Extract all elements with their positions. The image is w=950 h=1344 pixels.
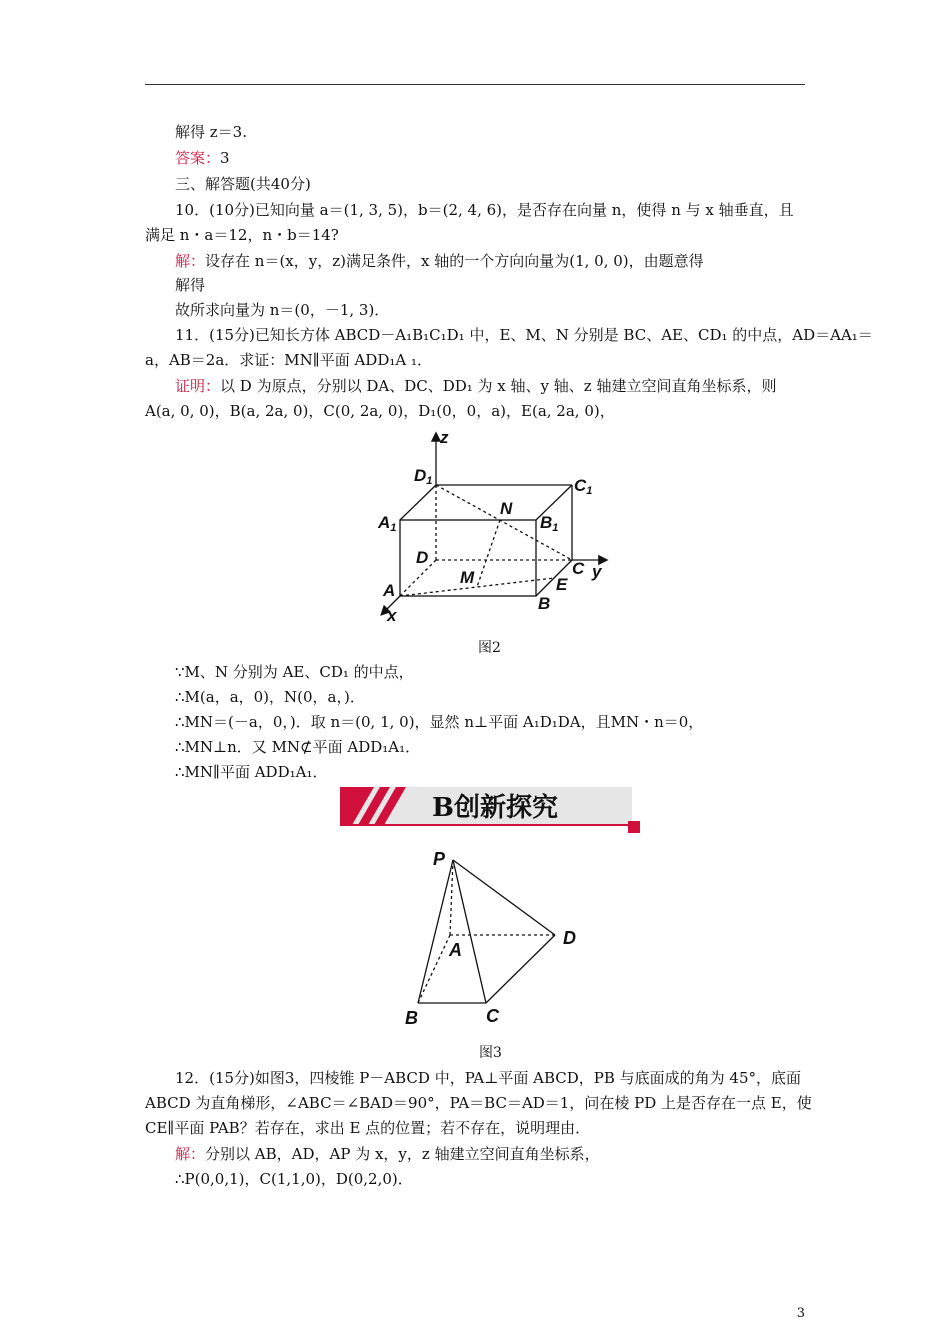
s12-text: 分别以 AB，AD，AP 为 x，y，z 轴建立空间直角坐标系， [205,1145,600,1163]
s10-label: 解： [175,252,206,270]
p11-line-3: ∵M、N 分别为 AE、CD₁ 的中点， [175,663,414,681]
s12-label: 解： [175,1145,206,1163]
figure-2-caption: 图2 [478,640,501,656]
label-n: N [500,499,513,518]
p11-line-7: ∴MN∥平面 ADD₁A₁． [175,763,328,781]
p11-label: 证明： [175,377,221,395]
label-e: E [556,575,568,594]
answer-line [175,148,230,168]
hidden-edges [418,860,555,1003]
p11-line-6: ∴MN⊥n．又 MN⊄平面 ADD₁A₁． [175,738,421,756]
q10-text-2: 满足 n・a＝12，n・b＝14? [145,226,339,244]
label-c: C [486,1006,499,1026]
figure-3-caption: 图3 [479,1045,502,1061]
visible-edges [418,860,555,1003]
s10-text: 设存在 n＝(x，y，z)满足条件，x 轴的一个方向向量为(1, 0, 0)，由题意得 [205,252,704,270]
label-p: P [433,849,446,869]
label-b1: B1 [540,513,559,534]
q12-text-3: CE∥平面 PAB？若存在，求出 E 点的位置；若不存在，说明理由． [145,1119,591,1137]
p11-line-5: ∴MN＝(－a，0，)．取 n＝(0, 1, 0)，显然 n⊥平面 A₁D₁DA，且MN・n＝0， [175,713,704,731]
label-c1: C1 [574,476,593,497]
q11-text-2: a，AB＝2a．求证：MN∥平面 ADD₁A ₁． [145,351,432,369]
s12-line-2: ∴P(0,0,1)，C(1,1,0)，D(0,2,0)． [175,1170,413,1188]
label-b: B [538,594,551,613]
answer-value: 3 [220,149,230,167]
label-y: y [592,562,602,581]
p11-text: 以 D 为原点，分别以 DA、DC、DD₁ 为 x 轴、y 轴、z 轴建立空间直角坐标系，则 [220,377,777,395]
s10-line-2: 解得 [175,276,206,294]
q12-text-1: 12．(15分)如图3，四棱锥 P－ABCD 中，PA⊥平面 ABCD，PB 与底面成的角为 45°，底面 [175,1069,801,1087]
label-z: z [440,428,449,447]
label-d: D [416,548,429,567]
page-number: 3 [796,1306,805,1321]
p11-line-2: A(a, 0, 0)，B(a, 2a, 0)，C(0, 2a, 0)，D₁(0，0，a)，E(a, 2a, 0)， [145,402,615,420]
figure-2-cuboid [370,425,620,625]
q10-text-1: 10．(10分)已知向量 a＝(1, 3, 5)，b＝(2, 4, 6)，是否存在向量 n，使得 n 与 x 轴垂直，且 [175,201,794,219]
section-banner [340,787,642,835]
section-heading: 三、解答题(共40分) [175,175,311,193]
answer-label: 答案： [175,149,221,167]
s10-line-3: 故所求向量为 n＝(0，－1, 3)． [175,301,390,319]
label-a: A [449,940,462,960]
figure-3-pyramid [395,845,595,1035]
label-c: C [572,559,585,578]
p11-line-1 [175,376,776,396]
label-d1: D1 [414,466,433,487]
label-a1: A1 [378,513,397,534]
banner-title: B创新探究 [432,793,558,823]
label-a: A [383,581,396,600]
label-d: D [563,928,576,948]
label-b: B [405,1008,418,1028]
visible-edges [400,485,572,596]
q12-text-2: ABCD 为直角梯形，∠ABC＝∠BAD＝90°，PA＝BC＝AD＝1，问在棱 PD 上是否存在一点 E，使 [145,1094,812,1112]
label-m: M [460,568,475,587]
s12-line-1 [175,1144,600,1164]
q11-text-1: 11．(15分)已知长方体 ABCD－A₁B₁C₁D₁ 中，E、M、N 分别是 BC、AE、CD₁ 的中点，AD＝AA₁＝ [175,326,873,344]
header-rule [145,84,805,85]
hidden-edges [400,485,572,596]
s10-line-1 [175,251,704,271]
label-x: x [387,606,397,625]
p11-line-4: ∴M(a，a，0)，N(0，a，)． [175,688,365,706]
solution-line-z: 解得 z＝3. [175,123,247,141]
